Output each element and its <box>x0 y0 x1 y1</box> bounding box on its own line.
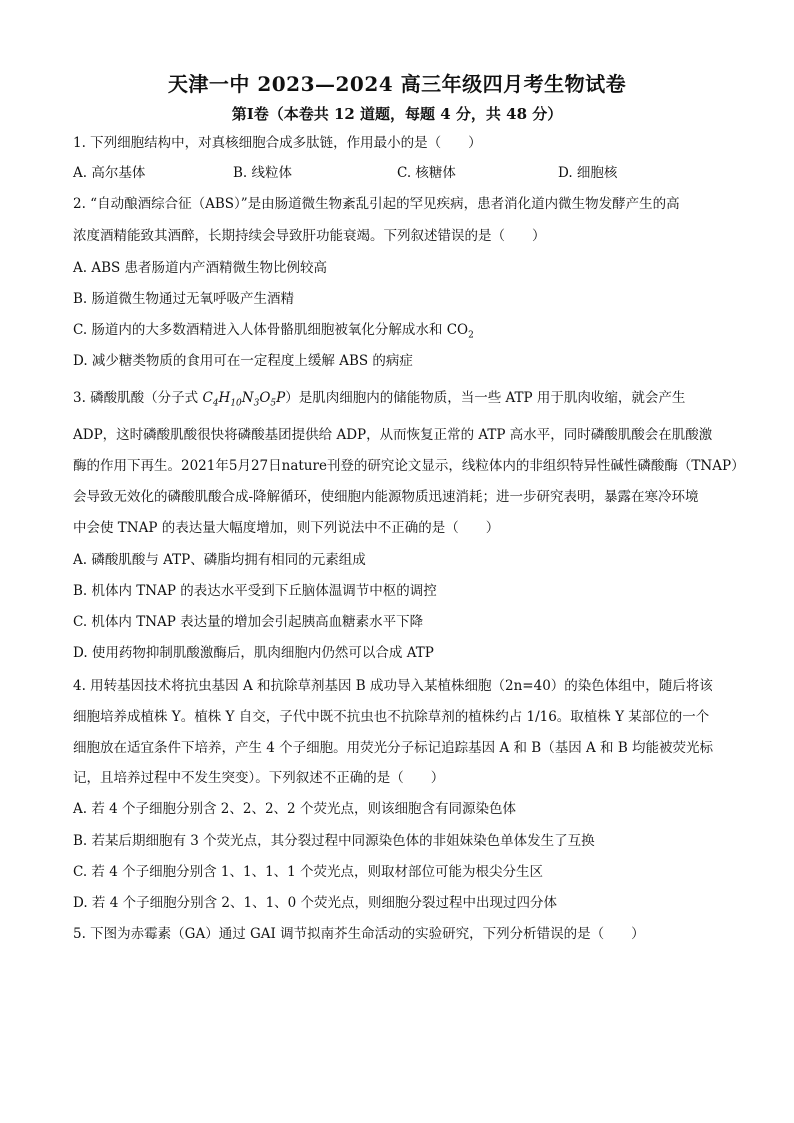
q4-option-c: C. 若 4 个子细胞分别含 1、1、1、1 个荧光点，则取材部位可能为根尖分生区 <box>73 864 544 880</box>
formula-h: H <box>218 390 231 406</box>
q4-option-d: D. 若 4 个子细胞分别含 2、1、1、0 个荧光点，则细胞分裂过程中出现过四分体 <box>73 895 558 911</box>
formula-c-sub: 4 <box>212 398 219 409</box>
formula-o-sub: 5 <box>270 398 277 409</box>
q1-option-b: B. 线粒体 <box>233 165 293 181</box>
q4-stem-line-2: 细胞培养成植株 Y。植株 Y 自交，子代中既不抗虫也不抗除草剂的植株约占 1/16。取植株 Y 某部位的一个 <box>73 709 710 725</box>
q1-stem: 1. 下列细胞结构中，对真核细胞合成多肽链，作用最小的是（ ） <box>73 135 482 151</box>
molecular-formula <box>202 390 286 409</box>
q2-stem-line-1: 2. “自动酿酒综合征（ABS）”是由肠道微生物紊乱引起的罕见疾病，患者消化道内微生物发酵产生的高 <box>73 196 680 212</box>
q2-option-c <box>73 320 733 346</box>
q3-option-a: A. 磷酸肌酸与 ATP、磷脂均拥有相同的元素组成 <box>73 552 366 568</box>
q3-stem-line-2: ADP，这时磷酸肌酸很快将磷酸基团提供给 ADP，从而恢复正常的 ATP 高水平，同时磷酸肌酸会在肌酸激 <box>73 427 713 443</box>
q3-line1-post: ）是肌肉细胞内的储能物质，当一些 ATP 用于肌肉收缩，就会产生 <box>285 390 686 406</box>
q4-option-b: B. 若某后期细胞有 3 个荧光点，其分裂过程中同源染色体的非姐妹染色单体发生了互换 <box>73 833 595 849</box>
q4-option-a: A. 若 4 个子细胞分别含 2、2、2、2 个荧光点，则该细胞含有同源染色体 <box>73 801 516 817</box>
q4-stem-line-1: 4. 用转基因技术将抗虫基因 A 和抗除草剂基因 B 成功导入某植株细胞（2n=40）的染色体组中，随后将该 <box>73 678 713 694</box>
q3-line1-pre: 3. 磷酸肌酸（分子式 <box>73 390 203 406</box>
formula-c: C <box>202 390 213 406</box>
q5-stem: 5. 下图为赤霉素（GA）通过 GAI 调节拟南芥生命活动的实验研究，下列分析错误的是（ ） <box>73 926 645 942</box>
q3-stem-line-4: 会导致无效化的磷酸肌酸合成-降解循环，使细胞内能源物质迅速消耗；进一步研究表明，暴露在寒冷环境 <box>73 489 699 505</box>
formula-o: O <box>259 390 271 406</box>
q4-stem-line-3: 细胞放在适宜条件下培养，产生 4 个子细胞。用荧光分子标记追踪基因 A 和 B（基因 A 和 B 均能被荧光标 <box>73 740 714 756</box>
q2-option-d: D. 减少糖类物质的食用可在一定程度上缓解 ABS 的病症 <box>73 353 413 369</box>
section-heading: 第Ⅰ卷（本卷共 12 道题，每题 4 分，共 48 分） <box>231 105 563 123</box>
q4-stem-line-4: 记，且培养过程中不发生突变）。下列叙述不正确的是（ ） <box>73 770 445 786</box>
q1-option-d: D. 细胞核 <box>558 165 618 181</box>
exam-title: 天津一中 2023—2024 高三年级四月考生物试卷 <box>167 72 627 96</box>
q3-stem-line-1 <box>73 388 733 414</box>
q2-option-c-text: C. 肠道内的大多数酒精进入人体骨骼肌细胞被氧化分解成水和 CO <box>73 322 469 338</box>
q3-stem-line-5: 中会使 TNAP 的表达量大幅度增加，则下列说法中不正确的是（ ） <box>73 520 500 536</box>
formula-n-sub: 3 <box>253 398 260 409</box>
formula-h-sub: 10 <box>230 398 242 409</box>
formula-p: P <box>276 390 286 406</box>
q2-stem-line-2: 浓度酒精能致其酒醉，长期持续会导致肝功能衰竭。下列叙述错误的是（ ） <box>73 228 546 244</box>
q3-option-b: B. 机体内 TNAP 的表达水平受到下丘脑体温调节中枢的调控 <box>73 583 437 599</box>
q3-option-d: D. 使用药物抑制肌酸激酶后，肌肉细胞内仍然可以合成 ATP <box>73 645 434 661</box>
q3-stem-line-3: 酶的作用下再生。2021年5月27日nature刊登的研究论文显示，线粒体内的非组织特异性碱性磷酸酶（TNAP） <box>73 458 745 474</box>
q1-option-a: A. 高尔基体 <box>73 165 146 181</box>
q3-option-c: C. 机体内 TNAP 表达量的增加会引起胰高血糖素水平下降 <box>73 614 424 630</box>
q2-option-a: A. ABS 患者肠道内产酒精微生物比例较高 <box>73 260 328 276</box>
formula-n: N <box>241 390 254 406</box>
q2-option-b: B. 肠道微生物通过无氧呼吸产生酒精 <box>73 291 295 307</box>
co2-subscript: 2 <box>468 330 474 341</box>
q1-option-c: C. 核糖体 <box>397 165 456 181</box>
